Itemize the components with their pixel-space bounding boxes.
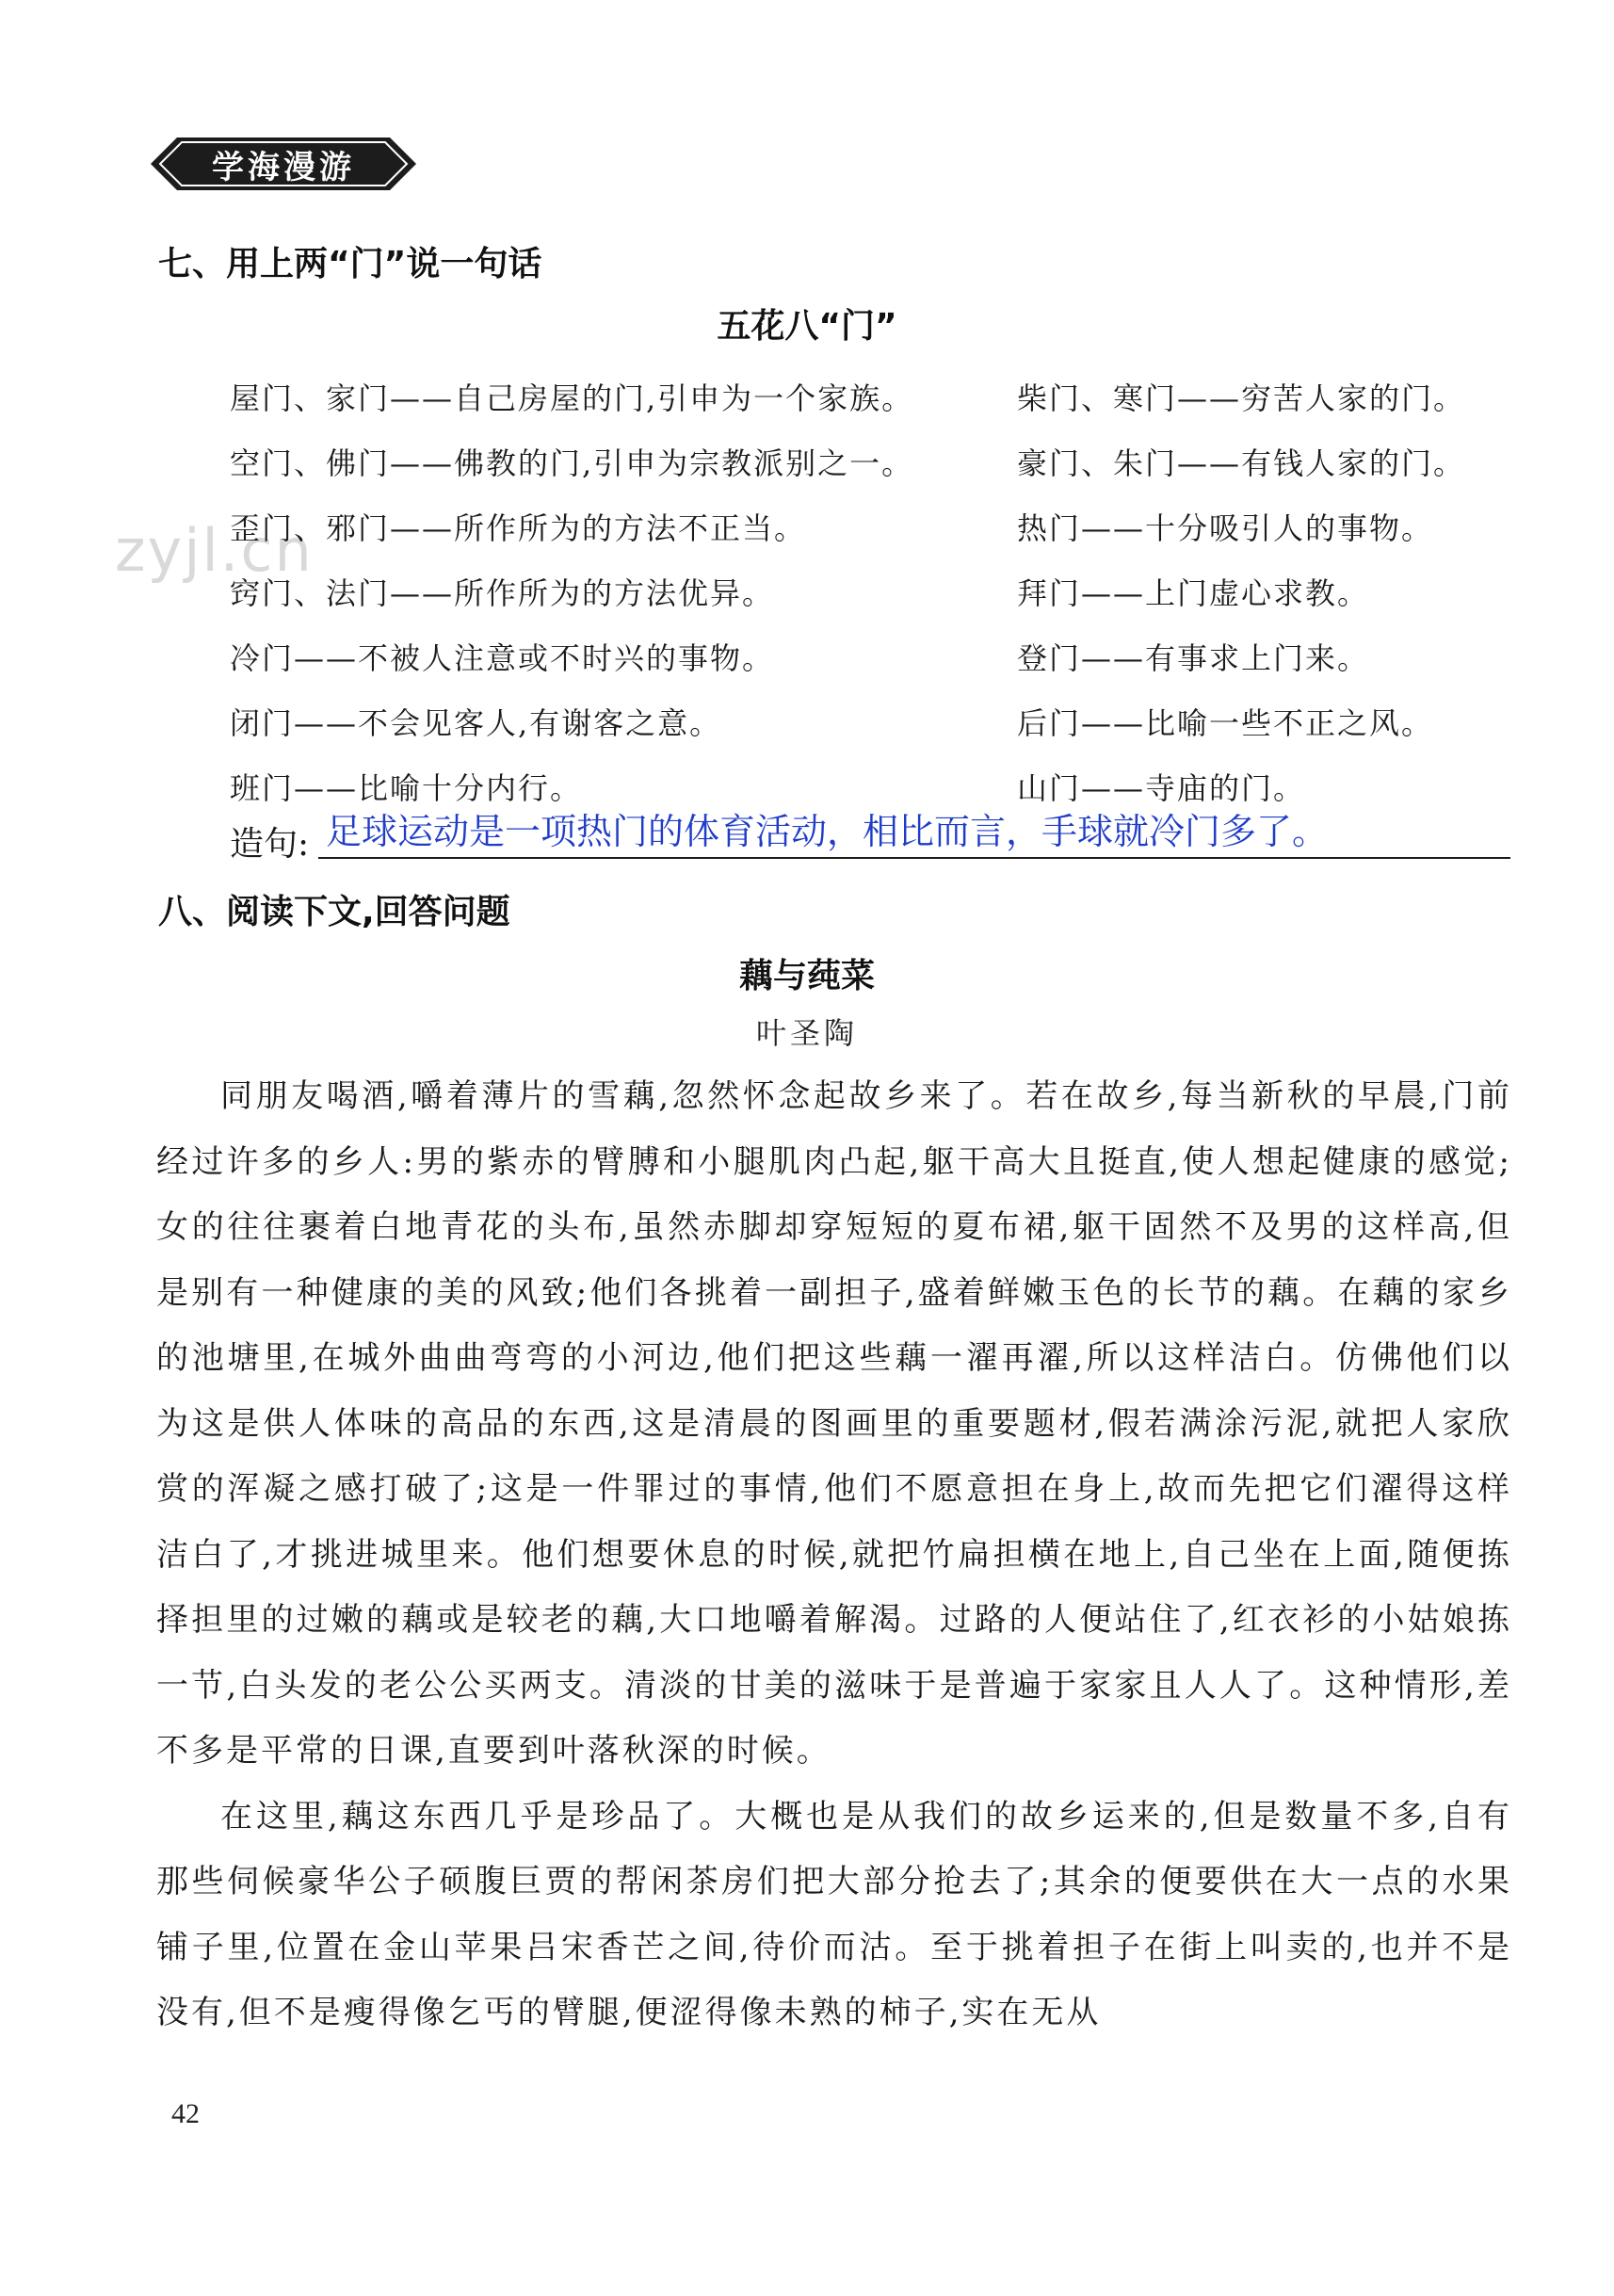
men-entry-left: 屋门、家门——自己房屋的门,引申为一个家族。 xyxy=(230,380,914,416)
men-entry-right: 拜门——上门虚心求教。 xyxy=(1017,574,1370,611)
men-entry-left: 冷门——不被人注意或不时兴的事物。 xyxy=(230,639,775,676)
men-entry-right: 豪门、朱门——有钱人家的门。 xyxy=(1017,445,1466,481)
sentence-label: 造句: xyxy=(230,825,310,864)
paragraph: 同朋友喝酒,嚼着薄片的雪藕,忽然怀念起故乡来了。若在故乡,每当新秋的早晨,门前经过许多的乡人:男的紫赤的臂膊和小腿肌肉凸起,躯干高大且挺直,使人想起健康的感觉;女的往往裹着白地青花的头布,虽然赤脚却穿短短的夏布裙,躯干固然不及男的这样高,但是别有一种健康的美的风致;他们各挑着一副担子,盛着鲜嫩玉色的长节的藕。在藕的家乡的池塘里,在城外曲曲弯弯的小河边,他们把这些藕一濯再濯,所以这样洁白。仿佛他们以为这是供人体味的高品的东西,这是清晨的图画里的重要题材,假若满涂污泥,就把人家欣赏的浑凝之感打破了;这是一件罪过的事情,他们不愿意担在身上,故而先把它们濯得这样洁白了,才挑进城里来。他们想要休息的时候,就把竹扁担横在地上,自己坐在上面,随便拣择担里的过嫩的藕或是较老的藕,大口地嚼着解渴。过路的人便站住了,红衣衫的小姑娘拣一节,白头发的老公公买两支。清淡的甘美的滋味于是普遍于家家且人人了。这种情形,差不多是平常的日课,直要到叶落秋深的时候。 xyxy=(156,1077,1512,1770)
men-row xyxy=(230,558,1520,623)
page-number: 42 xyxy=(171,2098,200,2129)
section8-heading: 八、阅读下文,回答问题 xyxy=(158,893,510,931)
men-row xyxy=(230,428,1520,493)
banner-label: 学海漫游 xyxy=(212,148,355,186)
section-banner xyxy=(151,134,416,194)
men-row xyxy=(230,364,1520,428)
men-row xyxy=(230,688,1520,753)
men-entry-right: 登门——有事求上门来。 xyxy=(1017,639,1370,676)
men-entry-left: 闭门——不会见客人,有谢客之意。 xyxy=(230,704,722,741)
men-entry-right: 热门——十分吸引人的事物。 xyxy=(1017,509,1434,546)
article-passage xyxy=(156,1064,1512,2046)
section7-heading: 七、用上两“门”说一句话 xyxy=(158,245,542,283)
men-row xyxy=(230,623,1520,688)
men-entry-left: 歪门、邪门——所作所为的方法不正当。 xyxy=(230,509,807,546)
article-author: 叶圣陶 xyxy=(755,1015,858,1051)
article-title: 藕与莼菜 xyxy=(738,957,875,995)
section7-title: 五花八“门” xyxy=(717,307,897,346)
men-list xyxy=(230,364,1520,818)
answer-underline xyxy=(318,857,1510,859)
men-entry-right: 后门——比喻一些不正之风。 xyxy=(1017,704,1434,741)
men-entry-right: 柴门、寒门——穷苦人家的门。 xyxy=(1017,380,1466,416)
watermark: zyjl.cn xyxy=(115,516,314,585)
men-entry-left: 窍门、法门——所作所为的方法优异。 xyxy=(230,574,775,611)
paragraph: 在这里,藕这东西几乎是珍品了。大概也是从我们的故乡运来的,但是数量不多,自有那些伺候豪华公子硕腹巨贾的帮闲茶房们把大部分抢去了;其余的便要供在大一点的水果铺子里,位置在金山苹果吕宋香芒之间,待价而沽。至于挑着担子在街上叫卖的,也并不是没有,但不是瘦得像乞丐的臂腿,便涩得像未熟的柿子,实在无从 xyxy=(156,1797,1512,2031)
men-entry-left: 空门、佛门——佛教的门,引申为宗教派别之一。 xyxy=(230,445,914,481)
men-row xyxy=(230,493,1520,558)
sentence-answer: 足球运动是一项热门的体育活动，相比而言，手球就冷门多了。 xyxy=(326,811,1329,852)
men-entry-right: 山门——寺庙的门。 xyxy=(1017,769,1306,806)
men-entry-left: 班门——比喻十分内行。 xyxy=(230,769,583,806)
